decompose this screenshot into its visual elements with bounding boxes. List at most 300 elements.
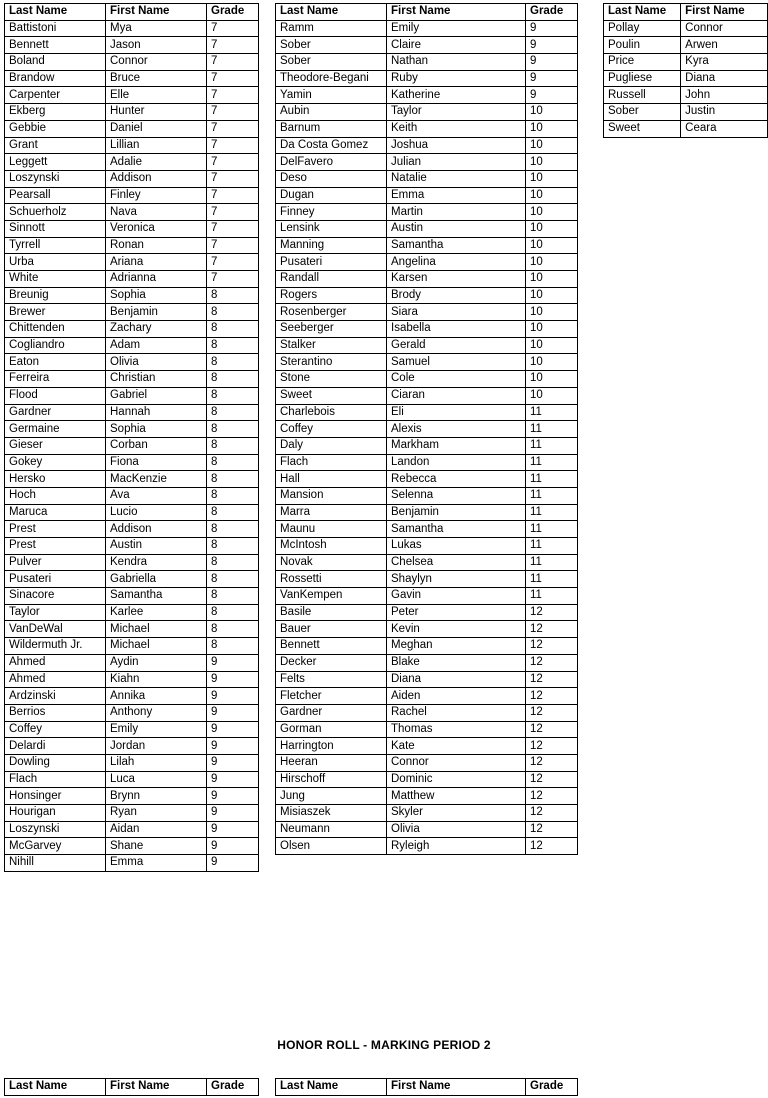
cell-first-name: Blake [387, 654, 526, 671]
table-row [5, 271, 259, 288]
cell-last-name: Urba [5, 254, 106, 271]
table-row [5, 771, 259, 788]
cell-grade: 10 [526, 154, 578, 171]
table-row [5, 387, 259, 404]
cell-last-name: McGarvey [5, 838, 106, 855]
cell-last-name: Daly [276, 437, 387, 454]
cell-grade: 10 [526, 137, 578, 154]
table-row [5, 354, 259, 371]
table-row [5, 237, 259, 254]
cell-last-name: Pusateri [5, 571, 106, 588]
cell-first-name: Connor [681, 20, 768, 37]
cell-last-name: Hoch [5, 487, 106, 504]
cell-first-name: Joshua [387, 137, 526, 154]
table-row [5, 70, 259, 87]
cell-last-name: Coffey [276, 421, 387, 438]
cell-last-name: Decker [276, 654, 387, 671]
cell-first-name: Martin [387, 204, 526, 221]
table-row [5, 371, 259, 388]
table-row [5, 421, 259, 438]
cell-first-name: Angelina [387, 254, 526, 271]
cell-last-name: Deso [276, 170, 387, 187]
table-row [276, 70, 578, 87]
table-row [5, 704, 259, 721]
table-row [276, 354, 578, 371]
cell-first-name: Michael [106, 621, 207, 638]
table-row [5, 170, 259, 187]
cell-first-name: Michael [106, 638, 207, 655]
table-row [5, 404, 259, 421]
column-header-last-name: Last Name [5, 4, 106, 21]
cell-first-name: Corban [106, 437, 207, 454]
cell-grade: 8 [207, 471, 259, 488]
cell-grade: 10 [526, 170, 578, 187]
cell-first-name: Austin [387, 220, 526, 237]
cell-grade: 8 [207, 621, 259, 638]
cell-last-name: Hall [276, 471, 387, 488]
table-row [276, 521, 578, 538]
cell-last-name: Flood [5, 387, 106, 404]
cell-last-name: Brandow [5, 70, 106, 87]
cell-last-name: Da Costa Gomez [276, 137, 387, 154]
cell-grade: 12 [526, 788, 578, 805]
table-row [276, 571, 578, 588]
cell-grade: 8 [207, 588, 259, 605]
column-header-first-name: First Name [106, 1079, 207, 1096]
cell-grade: 9 [207, 721, 259, 738]
cell-grade: 9 [207, 654, 259, 671]
cell-first-name: Karlee [106, 604, 207, 621]
table-row [276, 421, 578, 438]
cell-grade: 7 [207, 204, 259, 221]
table-header-row [276, 1079, 578, 1096]
cell-grade: 7 [207, 87, 259, 104]
cell-last-name: Prest [5, 521, 106, 538]
table-row [276, 538, 578, 555]
cell-first-name: Bruce [106, 70, 207, 87]
cell-last-name: DelFavero [276, 154, 387, 171]
cell-last-name: Yamin [276, 87, 387, 104]
table-row [604, 54, 768, 71]
table-row [276, 821, 578, 838]
cell-first-name: Mya [106, 20, 207, 37]
table-row [276, 37, 578, 54]
cell-first-name: Gabriel [106, 387, 207, 404]
cell-last-name: Flach [276, 454, 387, 471]
section-title: HONOR ROLL - MARKING PERIOD 2 [277, 1038, 491, 1052]
cell-last-name: Leggett [5, 154, 106, 171]
cell-first-name: Luca [106, 771, 207, 788]
table-row [5, 554, 259, 571]
cell-last-name: Wildermuth Jr. [5, 638, 106, 655]
cell-last-name: Jung [276, 788, 387, 805]
cell-grade: 12 [526, 771, 578, 788]
cell-grade: 10 [526, 104, 578, 121]
honor-roll-table-column-2 [275, 3, 578, 855]
cell-last-name: Gieser [5, 437, 106, 454]
cell-last-name: Stone [276, 371, 387, 388]
cell-last-name: Maunu [276, 521, 387, 538]
table-row [276, 404, 578, 421]
cell-first-name: Jordan [106, 738, 207, 755]
cell-last-name: White [5, 271, 106, 288]
cell-first-name: Isabella [387, 321, 526, 338]
cell-grade: 9 [207, 805, 259, 822]
cell-first-name: Gabriella [106, 571, 207, 588]
table-row [5, 37, 259, 54]
cell-grade: 12 [526, 754, 578, 771]
cell-grade: 11 [526, 571, 578, 588]
cell-last-name: Ekberg [5, 104, 106, 121]
cell-first-name: Emily [387, 20, 526, 37]
table-row [5, 204, 259, 221]
table-row [5, 588, 259, 605]
table-row [5, 638, 259, 655]
cell-last-name: Grant [5, 137, 106, 154]
table-row [5, 671, 259, 688]
cell-grade: 7 [207, 170, 259, 187]
cell-first-name: Zachary [106, 321, 207, 338]
cell-first-name: Meghan [387, 638, 526, 655]
cell-grade: 9 [526, 20, 578, 37]
table-row [5, 654, 259, 671]
cell-last-name: Taylor [5, 604, 106, 621]
cell-first-name: Lucio [106, 504, 207, 521]
column-header-first-name: First Name [387, 1079, 526, 1096]
cell-last-name: Poulin [604, 37, 681, 54]
table-row [604, 104, 768, 121]
cell-last-name: Sterantino [276, 354, 387, 371]
cell-last-name: VanKempen [276, 588, 387, 605]
cell-first-name: Samuel [387, 354, 526, 371]
cell-first-name: Jason [106, 37, 207, 54]
cell-grade: 11 [526, 421, 578, 438]
cell-grade: 9 [207, 821, 259, 838]
cell-grade: 11 [526, 454, 578, 471]
cell-last-name: Bauer [276, 621, 387, 638]
cell-last-name: Honsinger [5, 788, 106, 805]
table-row [276, 788, 578, 805]
table-row [276, 371, 578, 388]
table-header-row [5, 1079, 259, 1096]
cell-first-name: Addison [106, 521, 207, 538]
cell-grade: 10 [526, 321, 578, 338]
cell-grade: 10 [526, 387, 578, 404]
cell-last-name: Battistoni [5, 20, 106, 37]
cell-last-name: Pugliese [604, 70, 681, 87]
table-row [5, 187, 259, 204]
cell-first-name: Ava [106, 487, 207, 504]
cell-first-name: Christian [106, 371, 207, 388]
cell-last-name: Pearsall [5, 187, 106, 204]
cell-last-name: Ahmed [5, 654, 106, 671]
cell-last-name: Felts [276, 671, 387, 688]
cell-last-name: Stalker [276, 337, 387, 354]
cell-last-name: Loszynski [5, 170, 106, 187]
cell-grade: 8 [207, 304, 259, 321]
cell-first-name: Claire [387, 37, 526, 54]
table-row [5, 254, 259, 271]
cell-grade: 9 [207, 704, 259, 721]
cell-grade: 12 [526, 721, 578, 738]
cell-first-name: Lilah [106, 754, 207, 771]
cell-grade: 9 [526, 87, 578, 104]
cell-first-name: Natalie [387, 170, 526, 187]
cell-grade: 9 [526, 54, 578, 71]
table-row [5, 437, 259, 454]
cell-grade: 10 [526, 304, 578, 321]
cell-last-name: Sober [604, 104, 681, 121]
cell-last-name: Misiaszek [276, 805, 387, 822]
cell-first-name: Diana [681, 70, 768, 87]
cell-last-name: Theodore-Begani [276, 70, 387, 87]
table-row [276, 87, 578, 104]
honor-roll-table-column-3 [603, 3, 768, 138]
cell-first-name: Olivia [387, 821, 526, 838]
table-row [5, 337, 259, 354]
cell-first-name: Siara [387, 304, 526, 321]
cell-last-name: Sweet [276, 387, 387, 404]
cell-last-name: Bennett [276, 638, 387, 655]
table-row [5, 137, 259, 154]
cell-grade: 10 [526, 204, 578, 221]
cell-first-name: Skyler [387, 805, 526, 822]
honor-roll-table-bottom-column-2 [275, 1078, 578, 1096]
cell-grade: 12 [526, 838, 578, 855]
cell-grade: 11 [526, 554, 578, 571]
cell-last-name: Novak [276, 554, 387, 571]
column-header-grade: Grade [207, 1079, 259, 1096]
cell-grade: 9 [526, 37, 578, 54]
cell-last-name: VanDeWal [5, 621, 106, 638]
cell-last-name: Sweet [604, 120, 681, 137]
cell-first-name: Benjamin [387, 504, 526, 521]
table-row [5, 87, 259, 104]
cell-last-name: Charlebois [276, 404, 387, 421]
cell-grade: 12 [526, 604, 578, 621]
cell-grade: 7 [207, 187, 259, 204]
cell-last-name: Eaton [5, 354, 106, 371]
cell-first-name: Daniel [106, 120, 207, 137]
table-row [276, 638, 578, 655]
table-row [276, 688, 578, 705]
cell-first-name: Thomas [387, 721, 526, 738]
cell-last-name: Seeberger [276, 321, 387, 338]
cell-first-name: Emily [106, 721, 207, 738]
cell-last-name: Price [604, 54, 681, 71]
cell-first-name: Annika [106, 688, 207, 705]
table-row [276, 271, 578, 288]
cell-grade: 10 [526, 287, 578, 304]
column-header-last-name: Last Name [276, 4, 387, 21]
table-row [5, 220, 259, 237]
cell-last-name: Boland [5, 54, 106, 71]
cell-grade: 8 [207, 571, 259, 588]
cell-last-name: Barnum [276, 120, 387, 137]
cell-grade: 12 [526, 654, 578, 671]
column-header-last-name: Last Name [276, 1079, 387, 1096]
cell-last-name: Basile [276, 604, 387, 621]
table-row [276, 187, 578, 204]
cell-last-name: Heeran [276, 754, 387, 771]
cell-last-name: Nihill [5, 855, 106, 872]
cell-last-name: Breunig [5, 287, 106, 304]
table-row [5, 454, 259, 471]
cell-first-name: Anthony [106, 704, 207, 721]
cell-grade: 11 [526, 588, 578, 605]
table-row [604, 120, 768, 137]
cell-last-name: Cogliandro [5, 337, 106, 354]
cell-first-name: Selenna [387, 487, 526, 504]
cell-last-name: Hersko [5, 471, 106, 488]
cell-grade: 9 [207, 754, 259, 771]
table-row [276, 654, 578, 671]
cell-last-name: Randall [276, 271, 387, 288]
cell-first-name: Arwen [681, 37, 768, 54]
cell-grade: 10 [526, 120, 578, 137]
table-row [276, 454, 578, 471]
table-row [5, 821, 259, 838]
cell-grade: 7 [207, 237, 259, 254]
table-row [276, 254, 578, 271]
cell-first-name: John [681, 87, 768, 104]
cell-last-name: Gorman [276, 721, 387, 738]
table-body [5, 20, 259, 871]
cell-last-name: Gebbie [5, 120, 106, 137]
cell-last-name: Dowling [5, 754, 106, 771]
cell-first-name: Connor [106, 54, 207, 71]
cell-grade: 7 [207, 154, 259, 171]
cell-last-name: Fletcher [276, 688, 387, 705]
cell-first-name: Samantha [387, 237, 526, 254]
table-row [5, 287, 259, 304]
cell-last-name: Gokey [5, 454, 106, 471]
cell-first-name: Ryan [106, 805, 207, 822]
cell-grade: 8 [207, 337, 259, 354]
cell-grade: 9 [207, 855, 259, 872]
table-row [604, 37, 768, 54]
cell-last-name: Maruca [5, 504, 106, 521]
cell-first-name: Kate [387, 738, 526, 755]
column-header-first-name: First Name [106, 4, 207, 21]
table-row [5, 120, 259, 137]
cell-last-name: Finney [276, 204, 387, 221]
table-row [5, 855, 259, 872]
cell-last-name: Pollay [604, 20, 681, 37]
cell-first-name: Nava [106, 204, 207, 221]
cell-first-name: Ronan [106, 237, 207, 254]
cell-grade: 12 [526, 688, 578, 705]
cell-first-name: Veronica [106, 220, 207, 237]
cell-last-name: Marra [276, 504, 387, 521]
cell-last-name: Tyrrell [5, 237, 106, 254]
cell-first-name: Samantha [387, 521, 526, 538]
cell-last-name: Loszynski [5, 821, 106, 838]
cell-first-name: Gavin [387, 588, 526, 605]
cell-grade: 7 [207, 70, 259, 87]
table-header-row [5, 4, 259, 21]
cell-grade: 7 [207, 220, 259, 237]
cell-first-name: Ceara [681, 120, 768, 137]
cell-grade: 11 [526, 487, 578, 504]
cell-first-name: Julian [387, 154, 526, 171]
table-row [276, 671, 578, 688]
cell-first-name: Ariana [106, 254, 207, 271]
cell-grade: 8 [207, 321, 259, 338]
cell-first-name: Alexis [387, 421, 526, 438]
cell-grade: 10 [526, 337, 578, 354]
table-header-row [604, 4, 768, 21]
table-body [604, 20, 768, 137]
cell-grade: 11 [526, 437, 578, 454]
cell-first-name: Lukas [387, 538, 526, 555]
table-row [276, 604, 578, 621]
cell-grade: 12 [526, 704, 578, 721]
cell-first-name: Katherine [387, 87, 526, 104]
cell-last-name: Mansion [276, 487, 387, 504]
cell-last-name: Sinnott [5, 220, 106, 237]
cell-first-name: Austin [106, 538, 207, 555]
column-header-grade: Grade [207, 4, 259, 21]
cell-grade: 9 [207, 688, 259, 705]
cell-grade: 8 [207, 387, 259, 404]
cell-grade: 8 [207, 437, 259, 454]
cell-last-name: Bennett [5, 37, 106, 54]
cell-last-name: Olsen [276, 838, 387, 855]
cell-last-name: Gardner [5, 404, 106, 421]
cell-first-name: Markham [387, 437, 526, 454]
cell-grade: 8 [207, 371, 259, 388]
cell-grade: 8 [207, 604, 259, 621]
table-row [276, 588, 578, 605]
cell-grade: 8 [207, 638, 259, 655]
cell-last-name: Harrington [276, 738, 387, 755]
cell-grade: 7 [207, 20, 259, 37]
table-row [5, 538, 259, 555]
cell-grade: 8 [207, 404, 259, 421]
cell-last-name: Hirschoff [276, 771, 387, 788]
table-row [276, 471, 578, 488]
table-body [276, 20, 578, 854]
table-row [5, 304, 259, 321]
cell-last-name: Rogers [276, 287, 387, 304]
cell-last-name: Hourigan [5, 805, 106, 822]
cell-last-name: Carpenter [5, 87, 106, 104]
cell-first-name: Matthew [387, 788, 526, 805]
table-row [5, 471, 259, 488]
column-header-grade: Grade [526, 1079, 578, 1096]
cell-first-name: Adam [106, 337, 207, 354]
cell-last-name: Prest [5, 538, 106, 555]
cell-first-name: Emma [387, 187, 526, 204]
cell-first-name: Lillian [106, 137, 207, 154]
table-row [5, 788, 259, 805]
cell-last-name: Pusateri [276, 254, 387, 271]
cell-grade: 7 [207, 37, 259, 54]
cell-grade: 10 [526, 187, 578, 204]
cell-last-name: Flach [5, 771, 106, 788]
cell-last-name: Sinacore [5, 588, 106, 605]
table-row [5, 521, 259, 538]
cell-grade: 12 [526, 638, 578, 655]
cell-last-name: Ardzinski [5, 688, 106, 705]
cell-first-name: Sophia [106, 421, 207, 438]
table-row [276, 754, 578, 771]
cell-first-name: Kevin [387, 621, 526, 638]
table-header-row [276, 4, 578, 21]
column-header-last-name: Last Name [604, 4, 681, 21]
table-row [604, 70, 768, 87]
